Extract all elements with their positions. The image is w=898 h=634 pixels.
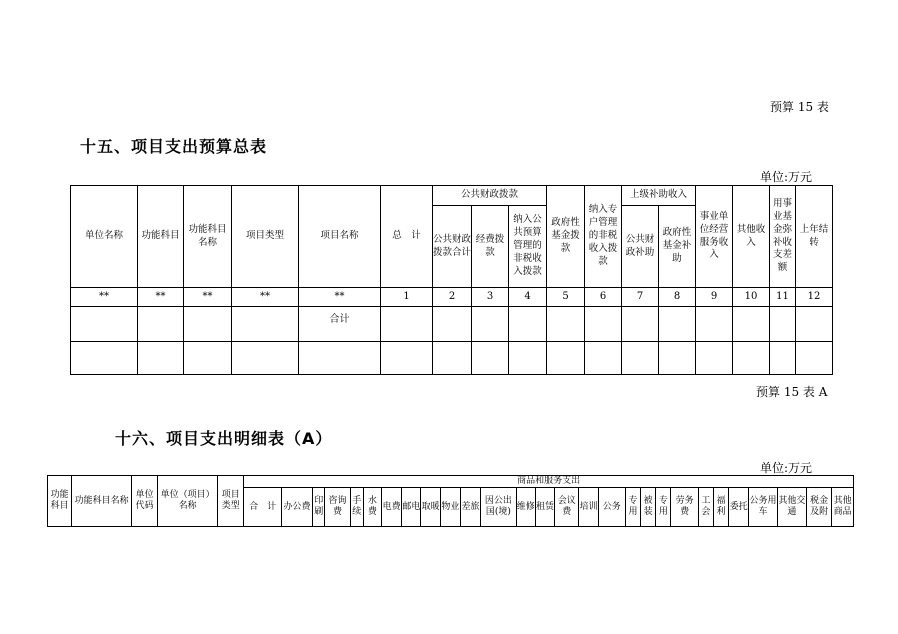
table-cell xyxy=(184,307,232,342)
number-cell: 9 xyxy=(696,288,733,307)
mark-cell: ** xyxy=(184,288,232,307)
header-superior-subsidy: 上级补助收入 xyxy=(622,186,696,206)
header-project-type: 项目类型 xyxy=(218,476,244,527)
table-cell xyxy=(232,307,299,342)
header-business-income: 事业单位经营服务收入 xyxy=(696,186,733,288)
header-carryover: 上年结转 xyxy=(796,186,833,288)
table-cell xyxy=(547,307,585,342)
sub-header: 会议费 xyxy=(555,488,579,527)
sub-header: 合 计 xyxy=(244,488,281,527)
number-cell: 10 xyxy=(733,288,770,307)
number-cell: 8 xyxy=(659,288,696,307)
mark-cell: ** xyxy=(232,288,299,307)
header-unit-name: 单位名称 xyxy=(71,186,138,288)
sub-header: 被装 xyxy=(641,488,656,527)
sub-header: 咨询费 xyxy=(325,488,350,527)
header-fund-offset: 用事业基金弥补收支差额 xyxy=(770,186,796,288)
section-title: 十五、项目支出预算总表 xyxy=(80,137,268,156)
table-cell xyxy=(138,342,184,375)
sub-header: 税金及附 xyxy=(807,488,832,527)
table-cell xyxy=(770,307,796,342)
header-func-subject-name: 功能科目名称 xyxy=(72,476,132,527)
sub-header: 福利 xyxy=(713,488,728,527)
table-cell xyxy=(509,342,547,375)
sub-header: 差旅 xyxy=(460,488,480,527)
number-cell: 11 xyxy=(770,288,796,307)
sub-header: 专用 xyxy=(625,488,640,527)
header-project-name: 项目名称 xyxy=(299,186,381,288)
mark-cell: ** xyxy=(138,288,184,307)
table-cell xyxy=(472,307,509,342)
table-cell xyxy=(796,307,833,342)
sub-header: 维修 xyxy=(516,488,535,527)
header-unit-code: 单位代码 xyxy=(132,476,158,527)
sub-header: 印刷 xyxy=(313,488,325,527)
sub-header: 因公出国(境) xyxy=(481,488,516,527)
table-cell xyxy=(622,307,659,342)
sub-header: 物业 xyxy=(440,488,460,527)
table-cell xyxy=(696,342,733,375)
sub-header: 取暖 xyxy=(421,488,440,527)
table-cell xyxy=(71,307,138,342)
table-cell xyxy=(733,307,770,342)
table-cell xyxy=(299,342,381,375)
number-cell: 3 xyxy=(472,288,509,307)
sub-header: 公务用车 xyxy=(749,488,777,527)
header-total: 总 计 xyxy=(381,186,433,288)
table-label: 预算 15 表 A xyxy=(756,385,828,399)
section-title: 十六、项目支出明细表（A） xyxy=(115,429,333,448)
number-cell: 6 xyxy=(585,288,622,307)
table-cell xyxy=(433,342,472,375)
table-cell xyxy=(232,342,299,375)
table-cell xyxy=(585,307,622,342)
table-cell xyxy=(71,342,138,375)
mark-cell: ** xyxy=(71,288,138,307)
header-public-finance-subsidy: 公共财政补助 xyxy=(622,206,659,288)
sub-header: 工会 xyxy=(698,488,713,527)
sub-header: 培训 xyxy=(579,488,598,527)
header-gov-fund-subsidy: 政府性基金补助 xyxy=(659,206,696,288)
number-cell: 2 xyxy=(433,288,472,307)
number-cell: 1 xyxy=(381,288,433,307)
table-cell xyxy=(547,342,585,375)
table-cell xyxy=(696,307,733,342)
header-project-type: 项目类型 xyxy=(232,186,299,288)
table-cell xyxy=(433,307,472,342)
table-cell xyxy=(381,307,433,342)
number-cell: 12 xyxy=(796,288,833,307)
number-cell: 5 xyxy=(547,288,585,307)
number-cell: 7 xyxy=(622,288,659,307)
mark-cell: ** xyxy=(299,288,381,307)
table-cell xyxy=(622,342,659,375)
table-cell xyxy=(585,342,622,375)
sub-header: 租赁 xyxy=(535,488,554,527)
table-cell xyxy=(184,342,232,375)
table-cell xyxy=(659,307,696,342)
unit-label: 单位:万元 xyxy=(760,461,813,475)
header-non-tax-special: 纳入专户管理的非税收入拨款 xyxy=(585,186,622,288)
sub-header: 手续 xyxy=(350,488,363,527)
header-other-income: 其他收入 xyxy=(733,186,770,288)
table-cell xyxy=(659,342,696,375)
header-goods-services: 商品和服务支出 xyxy=(244,476,854,488)
header-public-finance: 公共财政拨款 xyxy=(433,186,547,206)
table-label: 预算 15 表 xyxy=(770,100,829,114)
project-budget-summary-table xyxy=(70,185,833,375)
header-func-subject-name: 功能科目名称 xyxy=(184,186,232,288)
sub-header: 其他商品 xyxy=(832,488,854,527)
table-cell xyxy=(733,342,770,375)
header-gov-fund: 政府性基金拨款 xyxy=(547,186,585,288)
sub-header: 劳务费 xyxy=(671,488,698,527)
sub-header: 其他交通 xyxy=(777,488,806,527)
header-non-tax-in-budget: 纳入公共预算管理的非税收入拨款 xyxy=(509,206,547,288)
header-unit-project-name: 单位（项目）名称 xyxy=(158,476,218,527)
table-cell xyxy=(472,342,509,375)
table-cell xyxy=(796,342,833,375)
project-expense-detail-table xyxy=(47,475,854,527)
sub-header: 电费 xyxy=(382,488,402,527)
sub-header: 专用 xyxy=(656,488,671,527)
table-cell xyxy=(138,307,184,342)
number-cell: 4 xyxy=(509,288,547,307)
sub-header: 水费 xyxy=(363,488,381,527)
table-cell xyxy=(381,342,433,375)
header-public-finance-total: 公共财政拨款合计 xyxy=(433,206,472,288)
sub-header: 委托 xyxy=(729,488,749,527)
sum-label: 合计 xyxy=(299,307,381,342)
header-func-subject: 功能科目 xyxy=(48,476,72,527)
header-func-subject: 功能科目 xyxy=(138,186,184,288)
header-fund-appropriation: 经费拨款 xyxy=(472,206,509,288)
unit-label: 单位:万元 xyxy=(760,170,813,184)
table-cell xyxy=(770,342,796,375)
table-cell xyxy=(509,307,547,342)
sub-header: 办公费 xyxy=(281,488,312,527)
sub-header: 邮电 xyxy=(402,488,421,527)
sub-header: 公务 xyxy=(598,488,625,527)
